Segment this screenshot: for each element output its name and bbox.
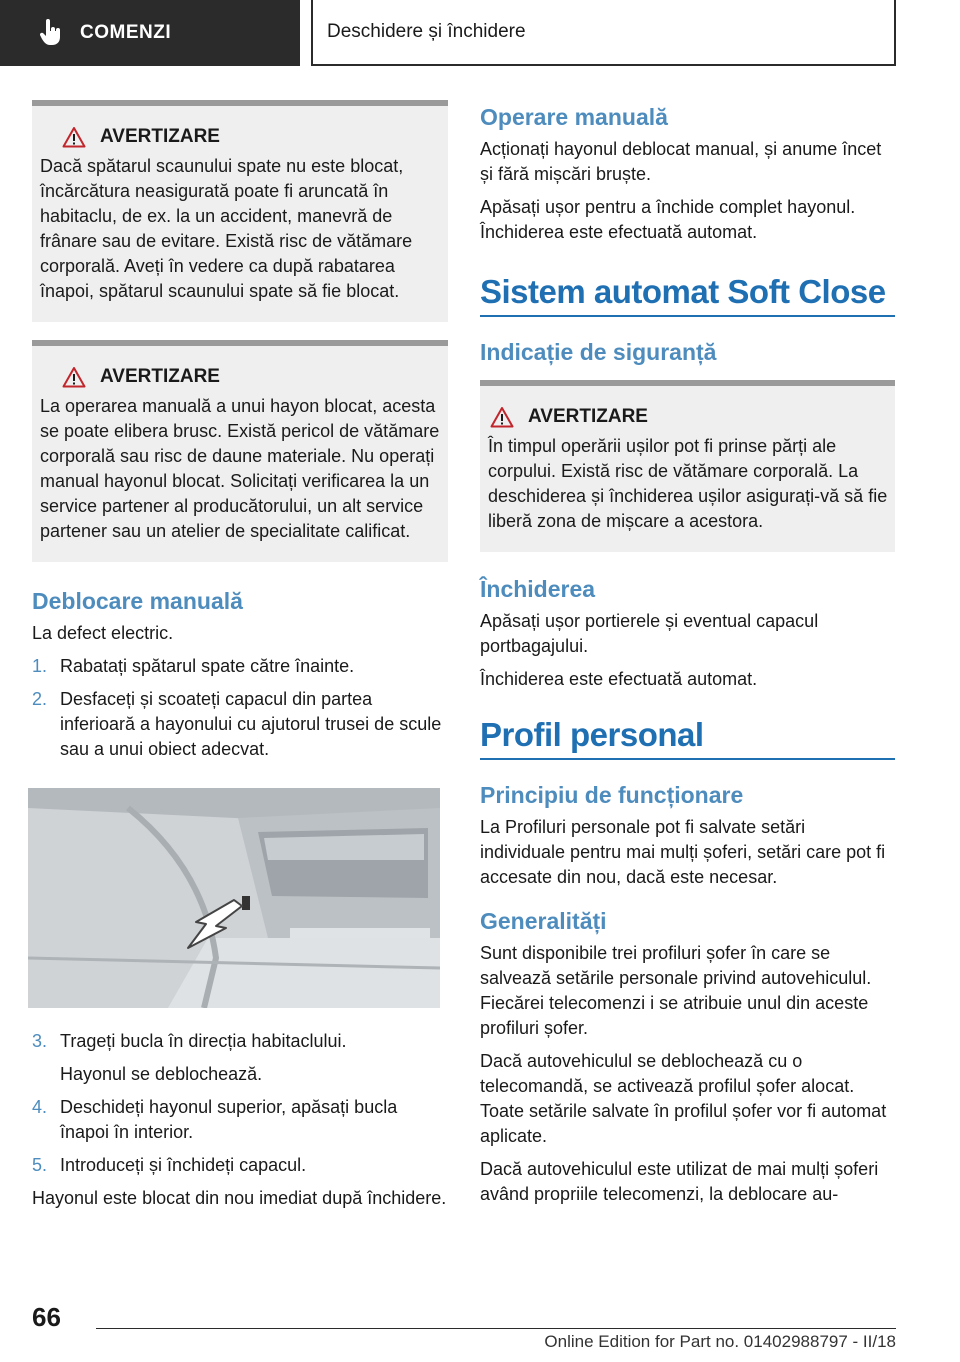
paragraph: Acționați hayonul deblocat manual, și anume încet și fără mișcări bruște. — [480, 139, 882, 184]
right-column — [480, 104, 895, 1215]
paragraph: Apăsați ușor pentru a închide complet hayonul. Închiderea este efectuată automat. — [480, 197, 856, 242]
warning-box — [32, 100, 448, 322]
paragraph: Sunt disponibile trei profiluri șofer în care se salvează setările personale privind autovehiculul. Fiecărei telecomenzi i se atribuie unul din aceste profiluri șofer. — [480, 943, 872, 1038]
section-heading: Închiderea — [480, 576, 596, 602]
warning-box — [32, 340, 448, 562]
warning-triangle-icon — [490, 406, 514, 428]
section-heading: Deblocare manuală — [32, 588, 243, 614]
left-column — [32, 100, 448, 1219]
paragraph: La defect electric. — [32, 623, 174, 643]
warning-title: AVERTIZARE — [34, 366, 448, 388]
hand-pointer-icon — [40, 19, 62, 47]
paragraph: Apăsați ușor portierele și eventual capacul portbagajului. — [480, 611, 819, 656]
list-item: 2. Desfaceți și scoateți capacul din partea inferioară a hayonului cu ajutorul trusei de scule sau a unui obiect adecvat. — [32, 689, 442, 759]
list-item: 1. Rabatați spătarul spate către înainte. — [32, 656, 355, 676]
warning-triangle-icon — [62, 366, 86, 388]
footer-divider — [96, 1328, 896, 1329]
edition-note: Online Edition for Part no. 01402988797 - II/18 — [544, 1332, 896, 1351]
step-note: Hayonul se deblochează. — [60, 1064, 263, 1084]
page-number: 66 — [32, 1302, 61, 1332]
warning-text: La operarea manuală a unui hayon blocat, acesta se poate elibera brusc. Există pericol de vătămare corporală sau risc de daune materiale. Nu operați manual hayonul blocat. Solicitați verificarea la un service partener al producătorului, un alt service partener sau un atelier de specialitate calificat. — [40, 396, 440, 541]
chapter-heading: Profil personal — [480, 716, 895, 760]
warning-title: AVERTIZARE — [34, 126, 448, 148]
section-heading: Generalități — [480, 908, 607, 934]
section-label: COMENZI — [80, 22, 172, 43]
warning-title: AVERTIZARE — [486, 406, 895, 428]
step-list — [32, 1095, 448, 1178]
section-tab — [0, 0, 300, 66]
paragraph: Dacă autovehiculul este utilizat de mai mulți șoferi având propriile telecomenzi, la deblocare au- — [480, 1159, 879, 1204]
paragraph: Închiderea este efectuată automat. — [480, 669, 758, 689]
paragraph: La Profiluri personale pot fi salvate setări individuale pentru mai mulți șoferi, setări care pot fi accesate din nou, dacă este necesar. — [480, 817, 886, 887]
list-item: 3. Trageți bucla în direcția habitaclului. — [32, 1031, 347, 1051]
warning-text: Dacă spătarul scaunului spate nu este blocat, încărcătura neasigurată poate fi aruncată în habitaclu, de ex. la un accident, manevră de frânare sau de evitare. Există risc de vătămare corporală. Aveți în vedere ca după rabatarea înapoi, spătarul scaunului spate să fie blocat. — [40, 156, 413, 301]
warning-box — [480, 380, 895, 552]
section-heading: Principiu de funcționare — [480, 782, 744, 808]
step-list — [32, 1029, 448, 1054]
warning-triangle-icon — [62, 126, 86, 148]
section-heading: Indicație de siguranță — [480, 339, 717, 365]
paragraph: Hayonul este blocat din nou imediat după închidere. — [32, 1188, 447, 1208]
chapter-heading: Sistem automat Soft Close — [480, 273, 895, 317]
list-item: 5. Introduceți și închideți capacul. — [32, 1155, 307, 1175]
paragraph: Dacă autovehiculul se deblochează cu o telecomandă, se activează profilul șofer alocat. Toate setările salvate în profilul șofer vor fi automat aplicate. — [480, 1051, 887, 1146]
section-heading: Operare manuală — [480, 104, 668, 130]
trunk-illustration — [28, 788, 440, 1008]
step-list — [32, 654, 448, 762]
warning-text: În timpul operării ușilor pot fi prinse părți ale corpului. Există risc de vătămare corporală. La deschiderea și închiderea ușilor asigurați-vă să fie liberă zona de mișcare a acestora. — [488, 436, 888, 531]
chapter-title: Deschidere și închidere — [311, 0, 896, 66]
list-item: 4. Deschideți hayonul superior, apăsați bucla înapoi în interior. — [32, 1097, 398, 1142]
